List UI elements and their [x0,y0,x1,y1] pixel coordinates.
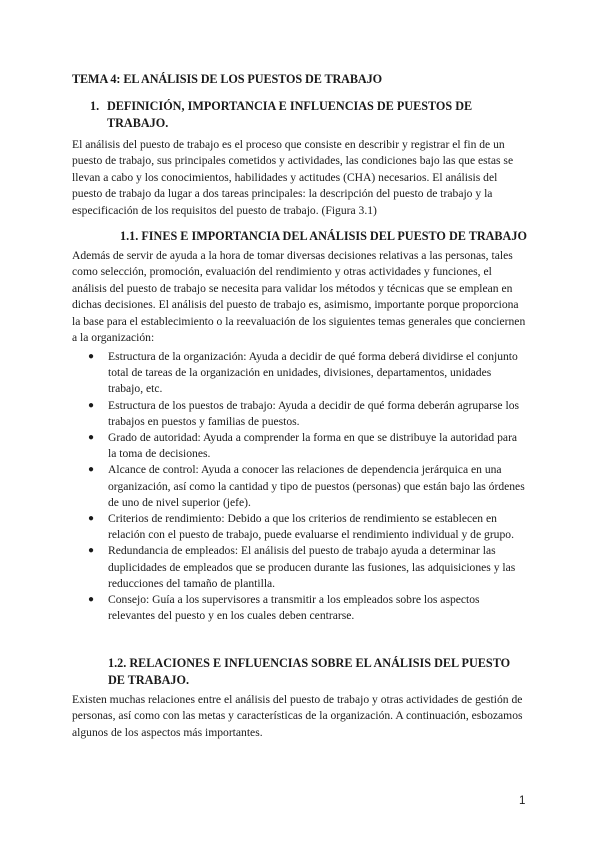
list-item-text: Criterios de rendimiento: Debido a que los criterios de rendimiento se establecen en relación con el puesto de trabajo, puede evaluarse el rendimiento individual y de grupo. [108,512,514,542]
list-item [72,592,528,624]
list-item [72,543,528,592]
list-item [72,511,528,543]
document-title: TEMA 4: EL ANÁLISIS DE LOS PUESTOS DE TRABAJO [72,72,382,86]
bullet-list [72,349,528,624]
list-item [72,349,528,398]
list-item [72,462,528,511]
list-item [72,398,528,430]
list-item-text: Grado de autoridad: Ayuda a comprender la forma en que se distribuye la autoridad para la toma de decisiones. [108,431,518,461]
bullet-icon: ● [88,464,95,476]
section-heading-text: DEFINICIÓN, IMPORTANCIA E INFLUENCIAS DE PUESTOS DE TRABAJO. [107,99,473,130]
list-item-text: Redundancia de empleados: El análisis del puesto de trabajo ayuda a determinar las duplicidades de empleados que se producen durante las fusiones, las adquisiciones y las reducciones del tamaño de plantilla. [108,544,516,590]
bullet-icon: ● [88,432,95,444]
list-item [72,430,528,462]
subsection-heading-1-1: 1.1. FINES E IMPORTANCIA DEL ANÁLISIS DEL PUESTO DE TRABAJO [120,229,527,243]
subsection-heading-1-2: 1.2. RELACIONES E INFLUENCIAS SOBRE EL ANÁLISIS DEL PUESTO DE TRABAJO. [108,656,511,687]
subsection-1-1-paragraph: Además de servir de ayuda a la hora de tomar diversas decisiones relativas a las personas, tales como selección, promoción, evaluación del rendimiento y otras actividades y funciones, el análisis del puesto de trabajo se necesita para validar los métodos y técnicas que se emplean en dichas decisiones. El análisis del puesto de trabajo es, asimismo, importante porque proporciona la base para el establecimiento o la reevaluación de los siguientes temas generales que conciernen a la organización: [72,249,526,345]
list-item-text: Estructura de la organización: Ayuda a decidir de qué forma deberá dividirse el conjunto total de tareas de la organización en unidades, divisiones, departamentos, unidades trabajo, etc. [108,350,518,396]
list-item-text: Consejo: Guía a los supervisores a transmitir a los empleados sobre los aspectos relevantes del puesto y en los cuales deben centrarse. [108,593,480,623]
bullet-icon: ● [88,351,95,362]
section-1-paragraph: El análisis del puesto de trabajo es el proceso que consiste en describir y registrar el fin de un puesto de trabajo, sus principales cometidos y actividades, las condiciones bajo las que estas se llevan a cabo y los conocimientos, habilidades y actitudes (CHA) necesarios. El análisis del puesto de trabajo da lugar a dos tareas principales: la descripción del puesto de trabajo y la especificación de los requisitos del puesto de trabajo. (Figura 3.1) [72,138,514,217]
subsection-1-2-paragraph: Existen muchas relaciones entre el análisis del puesto de trabajo y otras actividades de gestión de personas, así como con las metas y características de la organización. A continuación, esbozamos algunos de los aspectos más importantes. [72,693,523,739]
list-item-text: Estructura de los puestos de trabajo: Ayuda a decidir de qué forma deberán agruparse los trabajos en puestos y familias de puestos. [108,398,520,428]
bullet-icon: ● [88,399,95,411]
section-number: 1. [90,99,100,113]
section-heading-1 [90,98,510,132]
page-number: 1 [519,795,526,807]
bullet-icon: ● [88,594,95,606]
bullet-icon: ● [88,545,95,557]
list-item-text: Alcance de control: Ayuda a conocer las relaciones de dependencia jerárquica en una organización, así como la cantidad y tipo de puestos (personas) que están bajo las órdenes de uno de nivel superior (jefe). [108,463,525,509]
bullet-icon: ● [88,513,95,525]
